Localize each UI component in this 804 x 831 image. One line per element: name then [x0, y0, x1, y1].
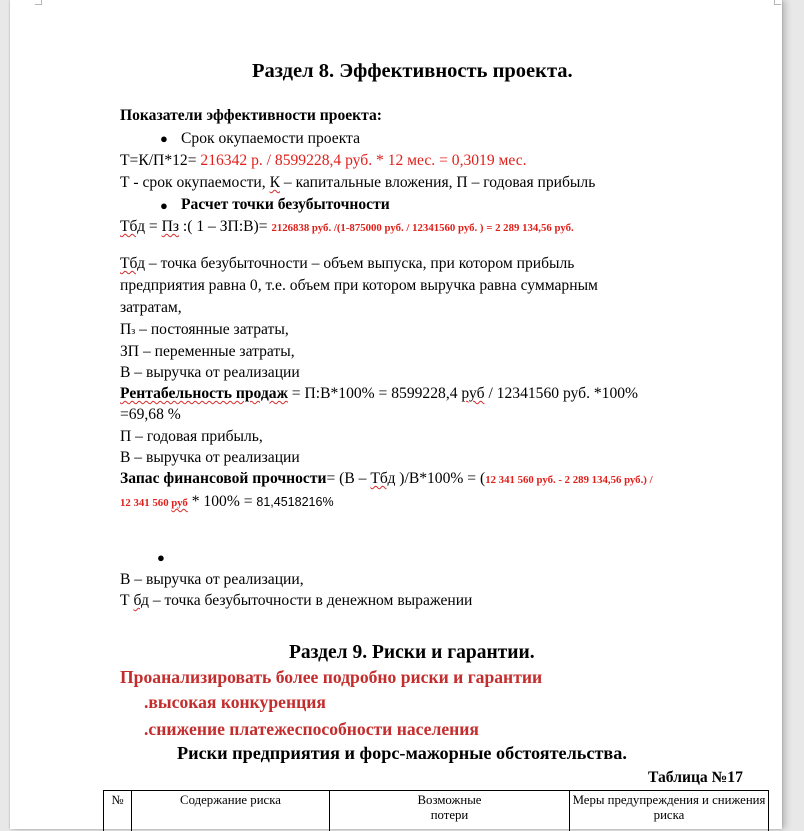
pz-line [120, 321, 289, 339]
crop-mark-top-left [35, 0, 42, 5]
risk-item-solvency: .снижение платежеспособности населения [144, 719, 479, 739]
tbd-desc-line1 [120, 255, 574, 273]
pz-symbol: Пз [161, 218, 180, 235]
crop-mark-top-right [774, 0, 781, 5]
safety-margin-mult: * 100% = [187, 493, 257, 510]
t-rest: – точка безубыточности в денежном выражении [148, 592, 473, 609]
pz-z: з [131, 326, 136, 337]
table-header-losses: Возможные потери [330, 791, 570, 831]
profitability-result: =69,68 % [120, 406, 181, 423]
indicators-heading: Показатели эффективности проекта: [120, 107, 382, 124]
safety-margin-value2: 12 341 560 [120, 497, 172, 509]
tbd-symbol: Тбд [370, 470, 396, 487]
legend-post: – капитальные вложения, П – годовая прибыль [279, 174, 596, 191]
revenue-line-3: В – выручка от реализации, [120, 571, 304, 588]
legend-pre: Т - срок окупаемости, [120, 174, 270, 191]
profitability-line [120, 385, 638, 403]
risk-table [103, 790, 769, 831]
payback-formula-value: 216342 р. / 8599228,4 руб. * 12 мес. = 0,3019 мес. [200, 152, 527, 169]
bullet-payback: Срок окупаемости проекта [181, 130, 360, 147]
breakeven-formula [120, 218, 574, 236]
risk-item-competition: .высокая конкуренция [144, 692, 326, 712]
legend-k: К [269, 174, 280, 191]
payback-formula [120, 152, 527, 170]
pz-p: П [120, 321, 132, 338]
table-header-number: № [104, 791, 132, 831]
risk-subtitle: Риски предприятия и форс-мажорные обстоятельства. [177, 743, 627, 763]
revenue-line-2: В – выручка от реализации [120, 449, 300, 466]
bullet-breakeven: Расчет точки безубыточности [181, 196, 390, 213]
profitability-label: Рентабельность продаж [120, 385, 288, 402]
payback-legend [120, 174, 595, 192]
safety-margin-result: 81,4518216% [256, 495, 334, 509]
bullet-dot: ● [160, 198, 168, 213]
bullet-dot: ● [160, 131, 168, 146]
bullet-dot: ● [157, 550, 165, 565]
t-symbol: Т [120, 592, 134, 609]
revenue-line-1: В – выручка от реализации [120, 364, 300, 381]
risk-note: Проанализировать более подробно риски и гарантии [120, 667, 543, 687]
zp-line: ЗП – переменные затраты, [120, 343, 295, 360]
safety-margin-line2 [120, 493, 334, 511]
tbd-eq: = [145, 218, 162, 235]
safety-margin-value1: 12 341 560 руб. - 2 289 134,56 руб.) / [485, 474, 653, 486]
t-line [120, 592, 472, 610]
profitability-rub: руб [461, 385, 485, 402]
safety-margin-eq2: )/В*100% = ( [395, 470, 486, 487]
t-bd: бд [133, 592, 149, 609]
tbd-symbol: Тбд [120, 218, 146, 235]
pz-rest: – постоянные затраты, [135, 321, 289, 338]
profit-line: П – годовая прибыль, [120, 428, 263, 445]
safety-margin-rub: руб [171, 497, 188, 509]
safety-margin-line [120, 470, 653, 488]
safety-margin-label: Запас финансовой прочности [120, 470, 327, 487]
payback-formula-prefix: Т=К/П*12= [120, 152, 201, 169]
section8-title: Раздел 8. Эффективность проекта. [252, 60, 573, 82]
profitability-rest: / 12341560 руб. *100% [484, 385, 639, 402]
safety-margin-eq: = (В – [326, 470, 371, 487]
tbd-symbol: Тбд [120, 255, 146, 272]
section9-title: Раздел 9. Риски и гарантии. [289, 642, 535, 663]
table-label: Таблица №17 [648, 769, 743, 786]
table-header-measures: Меры предупреждения и снижения риска [570, 791, 769, 831]
tbd-desc-l1: – точка безубыточности – объем выпуска, при котором прибыль [145, 255, 575, 272]
profitability-eq: = П:В*100% = 8599228,4 [287, 385, 462, 402]
table-header-content: Содержание риска [132, 791, 330, 831]
tbd-desc-line3: затратам, [120, 299, 182, 316]
tbd-desc-line2: предприятия равна 0, т.е. объем при котором выручка равна суммарным [120, 277, 598, 294]
tbd-rest: :( 1 – ЗП:В)= [179, 218, 272, 235]
breakeven-value: 2126838 руб. /(1-875000 руб. / 12341560 руб. ) = 2 289 134,56 руб. [271, 222, 574, 234]
